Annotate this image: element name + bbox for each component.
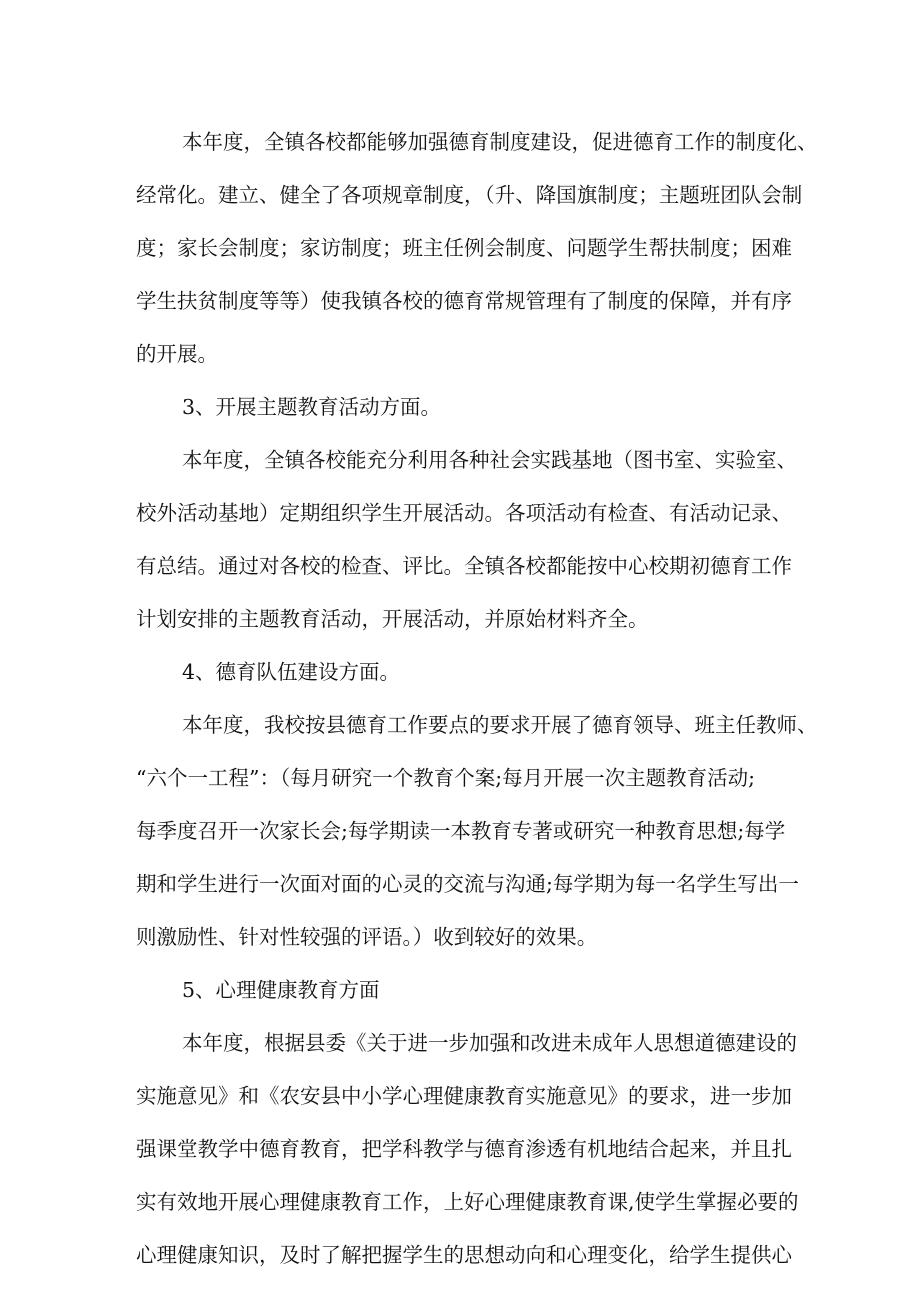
paragraph-line: “六个一工程”：（每月研究一个教育个案;每月开展一次主题教育活动; xyxy=(136,766,756,790)
paragraph-line: 的开展。 xyxy=(136,342,218,366)
paragraph-line: 计划安排的主题教育活动，开展活动，并原始材料齐全。 xyxy=(136,607,649,631)
paragraph-line: 有总结。通过对各校的检查、评比。全镇各校都能按中心校期初德育工作 xyxy=(136,554,792,578)
section-heading: 5、心理健康教育方面 xyxy=(182,978,380,1002)
paragraph-line: 度；家长会制度；家访制度；班主任例会制度、问题学生帮扶制度；困难 xyxy=(136,236,792,260)
paragraph-line: 学生扶贫制度等等）使我镇各校的德育常规管理有了制度的保障，并有序 xyxy=(136,289,792,313)
paragraph-line: 本年度，全镇各校都能够加强德育制度建设，促进德育工作的制度化、 xyxy=(182,130,818,154)
paragraph-line: 心理健康知识，及时了解把握学生的思想动向和心理变化，给学生提供心 xyxy=(136,1243,792,1267)
paragraph-line: 本年度，全镇各校能充分利用各种社会实践基地（图书室、实验室、 xyxy=(182,448,797,472)
paragraph-line: 实有效地开展心理健康教育工作，上好心理健康教育课,使学生掌握必要的 xyxy=(136,1190,799,1214)
paragraph-line: 强课堂教学中德育教育，把学科教学与德育渗透有机地结合起来，并且扎 xyxy=(136,1137,792,1161)
paragraph-line: 本年度，根据县委《关于进一步加强和改进未成年人思想道德建设的 xyxy=(182,1031,797,1055)
section-heading: 4、德育队伍建设方面。 xyxy=(182,660,401,684)
paragraph-line: 则激励性、针对性较强的评语。）收到较好的效果。 xyxy=(136,925,598,949)
document-body xyxy=(136,124,818,1274)
section-heading: 3、开展主题教育活动方面。 xyxy=(182,395,442,419)
paragraph-line: 经常化。建立、健全了各项规章制度，（升、降国旗制度；主题班团队会制 xyxy=(136,183,803,207)
paragraph-line: 实施意见》和《农安县中小学心理健康教育实施意见》的要求，进一步加 xyxy=(136,1084,792,1108)
paragraph-line: 校外活动基地）定期组织学生开展活动。各项活动有检查、有活动记录、 xyxy=(136,501,792,525)
paragraph-line: 本年度，我校按县德育工作要点的要求开展了德育领导、班主任教师、 xyxy=(182,713,818,737)
paragraph-line: 每季度召开一次家长会;每学期读一本教育专著或研究一种教育思想;每学 xyxy=(136,819,786,843)
paragraph-line: 期和学生进行一次面对面的心灵的交流与沟通;每学期为每一名学生写出一 xyxy=(136,872,799,896)
